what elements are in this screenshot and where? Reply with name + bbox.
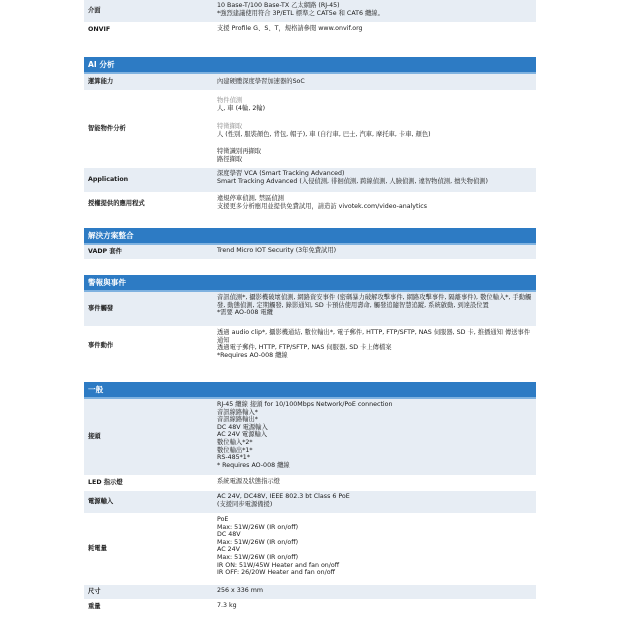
row-value xyxy=(213,0,536,22)
row-value xyxy=(213,514,536,584)
spec-row-application xyxy=(84,168,536,193)
value-line: 內建硬體深度學習加速器的SoC xyxy=(217,78,305,86)
value-line: AC 24V, DC48V, IEEE 802.3 bt Class 6 PoE xyxy=(217,493,350,500)
spec-row-led xyxy=(84,476,536,491)
row-label: 運算能力 xyxy=(88,78,114,85)
value-line: IR ON: 51W/45W Heater and fan on/off xyxy=(217,561,340,569)
spec-row-event-action xyxy=(84,327,536,366)
spec-row-event-trigger xyxy=(84,292,536,327)
value-line: 256 x 336 mm xyxy=(217,587,264,594)
spec-row-vadp xyxy=(84,245,536,260)
value-line: Max: 51W/26W (IR on/off) xyxy=(217,538,299,546)
row-label: 電源輸入 xyxy=(88,498,114,505)
value-line: Max: 51W/26W (IR on/off) xyxy=(217,523,299,531)
value-line: Trend Micro IOT Security (3年免費試用) xyxy=(217,247,337,254)
value-line: 音訊偵測*, 攝影機破壞偵測, 網路資安事件 (密碼暴力破解攻擊事件, 網路攻擊事件, 隔離事件), 數位輸入*, 手動觸發, 動態偵測, 定期觸發, 錄影通知, SD 卡預估使用壽命, 觸發追隨智慧追蹤, 系統啟動, 到達設位置 xyxy=(217,294,532,309)
row-value xyxy=(213,399,536,475)
value-line: 音訊線路輸出* xyxy=(217,416,258,424)
row-value xyxy=(213,245,536,259)
spec-row-onvif xyxy=(84,23,536,38)
value-line: RS-485*1* xyxy=(217,454,250,462)
value-line: 7.3 kg xyxy=(217,602,237,609)
row-label: 接頭 xyxy=(88,433,101,440)
value-line: 支援 Profile G、S、T，規格請參閱 www.onvif.org xyxy=(217,25,363,32)
value-line: PoE xyxy=(217,516,229,523)
value-line: 人, 車 (4輪, 2輪) xyxy=(217,104,266,112)
value-subtitle: 特徵擷取 xyxy=(217,123,243,131)
row-label: LED 指示燈 xyxy=(88,479,123,486)
row-label: 耗電量 xyxy=(88,545,107,552)
section-header-general: 一般 xyxy=(84,382,536,399)
row-label: 智能物件分析 xyxy=(88,125,126,132)
value-line: AC 24V xyxy=(217,546,240,554)
value-line: 特徵識別再擷取 xyxy=(217,148,262,156)
row-label: ONVIF xyxy=(88,26,111,33)
section-header-ai: AI 分析 xyxy=(84,57,536,74)
row-value xyxy=(213,476,536,490)
row-value xyxy=(213,74,536,90)
value-line: 深度學習 VCA (Smart Tracking Advanced) xyxy=(217,170,345,177)
value-line: 系統電源及狀態指示燈 xyxy=(217,478,280,485)
value-line: 違規停車偵測, 禁區偵測 xyxy=(217,195,284,202)
row-value xyxy=(213,23,536,37)
value-line: *需要 AO-008 電纜 xyxy=(217,309,273,317)
value-line: 透過 audio clip*, 攝影機通結, 數位輸出*, 電子郵件, HTTP, FTP/SFTP, NAS 伺服器, SD 卡, 推播通知 傳送事件通知 xyxy=(217,329,531,344)
spec-row-licensed-apps xyxy=(84,193,536,216)
section-header-solution: 解決方案整合 xyxy=(84,228,536,245)
spec-row-dimensions xyxy=(84,585,536,600)
spec-row-connectors xyxy=(84,399,536,476)
value-line: 數位輸入*2* xyxy=(217,438,253,446)
row-label: 事件觸發 xyxy=(88,305,114,312)
spec-row-power-input xyxy=(84,491,536,514)
row-label: 介面 xyxy=(88,7,101,14)
value-line: 透過電子郵件, HTTP, FTP/SFTP, NAS 伺服器, SD 卡上傳檔案 xyxy=(217,344,392,352)
spec-row-power-consumption xyxy=(84,514,536,585)
section-header-alarm: 警報與事件 xyxy=(84,275,536,292)
row-label: Application xyxy=(88,176,129,183)
row-value xyxy=(213,327,536,365)
spec-sheet xyxy=(84,0,536,615)
row-value xyxy=(213,600,536,614)
value-line: *強烈建議使用符合 3P/ETL 標準之 CAT5e 和 CAT6 纜線。 xyxy=(217,9,384,17)
row-label: 事件動作 xyxy=(88,342,114,349)
value-line: IR OFF: 26/20W Heater and fan on/off xyxy=(217,569,335,577)
value-line: 數位輸出*1* xyxy=(217,446,253,454)
row-label: VADP 套件 xyxy=(88,248,122,255)
value-line: DC 48V 電源輸入 xyxy=(217,423,268,431)
row-value xyxy=(213,168,536,192)
row-value xyxy=(213,91,536,167)
row-value xyxy=(213,491,536,513)
spec-row-interface xyxy=(84,0,536,23)
row-value xyxy=(213,193,536,215)
value-line: Max: 51W/26W (IR on/off) xyxy=(217,553,299,561)
row-value xyxy=(213,292,536,326)
value-line: 路徑擷取 xyxy=(217,155,243,163)
value-line: DC 48V xyxy=(217,531,241,539)
value-line: (支援同步電源備援) xyxy=(217,500,273,508)
value-line: RJ-45 纜線 接頭 for 10/100Mbps Network/PoE connection xyxy=(217,401,393,408)
value-subtitle: 物件偵測 xyxy=(217,97,243,104)
spec-row-weight xyxy=(84,600,536,615)
value-line: 支援更多分析應用並提供免費試用，請造訪 vivotek.com/video-analytics xyxy=(217,202,427,210)
value-line: AC 24V 電源輸入 xyxy=(217,431,268,439)
row-label: 尺寸 xyxy=(88,588,101,595)
value-line: *Requires AO-008 纜線 xyxy=(217,351,288,359)
value-line: 音訊線路輸入* xyxy=(217,408,258,416)
row-value xyxy=(213,585,536,599)
value-line: 10 Base-T/100 Base-TX 乙太網路 (RJ-45) xyxy=(217,2,340,9)
spec-row-object-analysis xyxy=(84,91,536,168)
spec-row-compute xyxy=(84,74,536,91)
value-line: 人 (性別, 服裝顏色, 背包, 帽子), 車 (自行車, 巴士, 汽車, 摩托車, 卡車, 顏色) xyxy=(217,130,431,138)
value-line: * Requires AO-008 纜線 xyxy=(217,461,290,469)
row-label: 授權提供的應用程式 xyxy=(88,200,145,207)
row-label: 重量 xyxy=(88,603,101,610)
value-line: Smart Tracking Advanced (入侵偵測, 徘徊偵測, 跨線偵測, 人臉偵測, 違智物偵測, 擅失物偵測) xyxy=(217,177,489,185)
